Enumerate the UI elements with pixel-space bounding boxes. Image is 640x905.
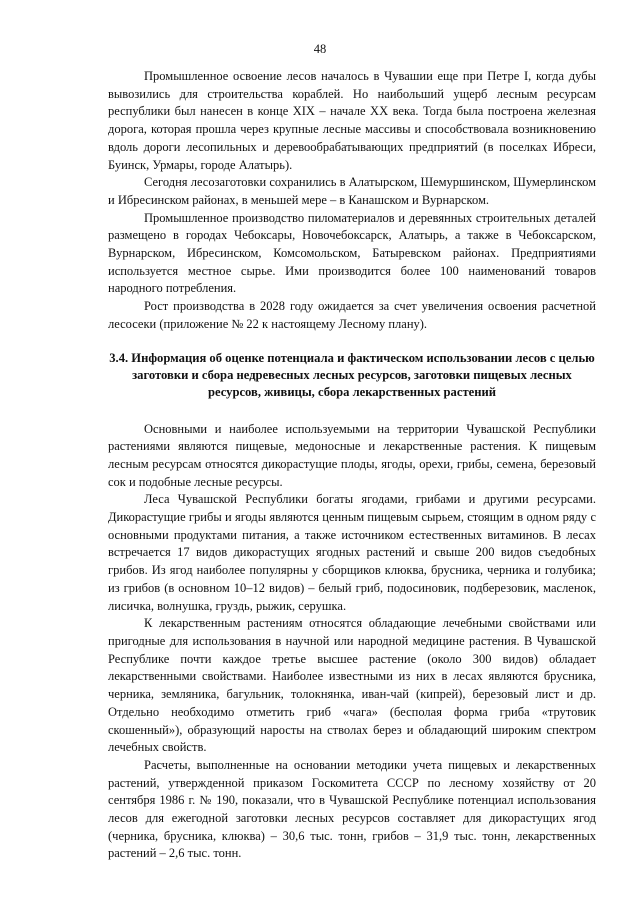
paragraph-production-growth: Рост производства в 2028 году ожидается за счет увеличения освоения расчетной лесосеки (приложение № 22 к настоящему Лесному плану). bbox=[108, 299, 596, 331]
section-heading-3-4: 3.4. Информация об оценке потенциала и фактическом использовании лесов с целью заготовки и сбора недревесных лесных ресурсов, заготовки пищевых лесных ресурсов, живицы, сбора лекарственных растений bbox=[109, 350, 595, 399]
page-content bbox=[108, 68, 596, 863]
paragraph-logging-districts: Сегодня лесозаготовки сохранились в Алатырском, Шемуршинском, Шумерлинском и Ибресинском районах, в меньшей мере – в Канашском и Вурнарском. bbox=[108, 175, 596, 207]
paragraph-harvest-potential: Расчеты, выполненные на основании методики учета пищевых и лекарственных растений, утвержденной приказом Госкомитета СССР по лесному хозяйству от 20 сентября 1986 г. № 190, показали, что в Чувашской Республике потенциал использования лесов для ежегодной заготовки лесных ресурсов составляет для дикорастущих ягод (черника, брусника, клюква) – 30,6 тыс. тонн, грибов – 31,9 тыс. тонн, лекарственных растений – 2,6 тыс. тонн. bbox=[108, 757, 596, 861]
paragraph-industrial-history: Промышленное освоение лесов началось в Чувашии еще при Петре I, когда дубы вывозились для строительства кораблей. Но наибольший ущерб лесным ресурсам республики был нанесен в конце XIX – начале XX века. Тогда была построена железная дорога, которая прошла через крупные лесные массивы и способствовала возникновению вдоль дороги лесопильных и деревообрабатывающих предприятий (в поселках Ибреси, Буинск, Урмары, городе Алатырь). bbox=[108, 69, 596, 172]
page-number: 48 bbox=[313, 42, 327, 56]
paragraph-berries-mushrooms: Леса Чувашской Республики богаты ягодами, грибами и другими ресурсами. Дикорастущие грибы и ягоды являются ценным пищевым сырьем, стоящим в одном ряду с основными продуктами питания, а также источником естественных витаминов. В лесах встречается 17 видов дикорастущих ягодных растений и свыше 200 видов съедобных грибов. Из ягод наиболее популярны у сборщиков клюква, брусника, черника и голубика; из грибов (в основном 10–12 видов) – белый гриб, подосиновик, подберезовик, масленок, лисичка, волнушка, груздь, рыжик, серушка. bbox=[108, 492, 596, 613]
paragraph-lumber-production: Промышленное производство пиломатериалов и деревянных строительных деталей размещено в городах Чебоксары, Новочебоксарск, Алатырь, а также в Чебоксарском, Вурнарском, Ибресинском, Комсомольском, Батыревском районах. Предприятиями используется местное сырье. Ими производится более 100 наименований товаров народного потребления. bbox=[108, 210, 596, 296]
paragraph-main-plants: Основными и наиболее используемыми на территории Чувашской Республики растениями являются пищевые, медоносные и лекарственные растения. К пищевым лесным ресурсам относятся дикорастущие плоды, ягоды, орехи, грибы, семена, березовый сок и подобные лесные ресурсы. bbox=[108, 421, 596, 489]
paragraph-medicinal-plants: К лекарственным растениям относятся обладающие лечебными свойствами или пригодные для использования в научной или народной медицине растения. В Чувашской Республике почти каждое третье высшее растение (около 300 видов) обладает лекарственными свойствами. Наиболее известными из них в лесах являются брусника, черника, земляника, багульник, толокнянка, иван-чай (кипрей), березовый лист и др. Отдельно необходимо отметить гриб «чага» (бесполая форма гриба «трутовик скошенный»), образующий наросты на стволах берез и обладающий широким спектром лечебных свойств. bbox=[108, 616, 596, 755]
